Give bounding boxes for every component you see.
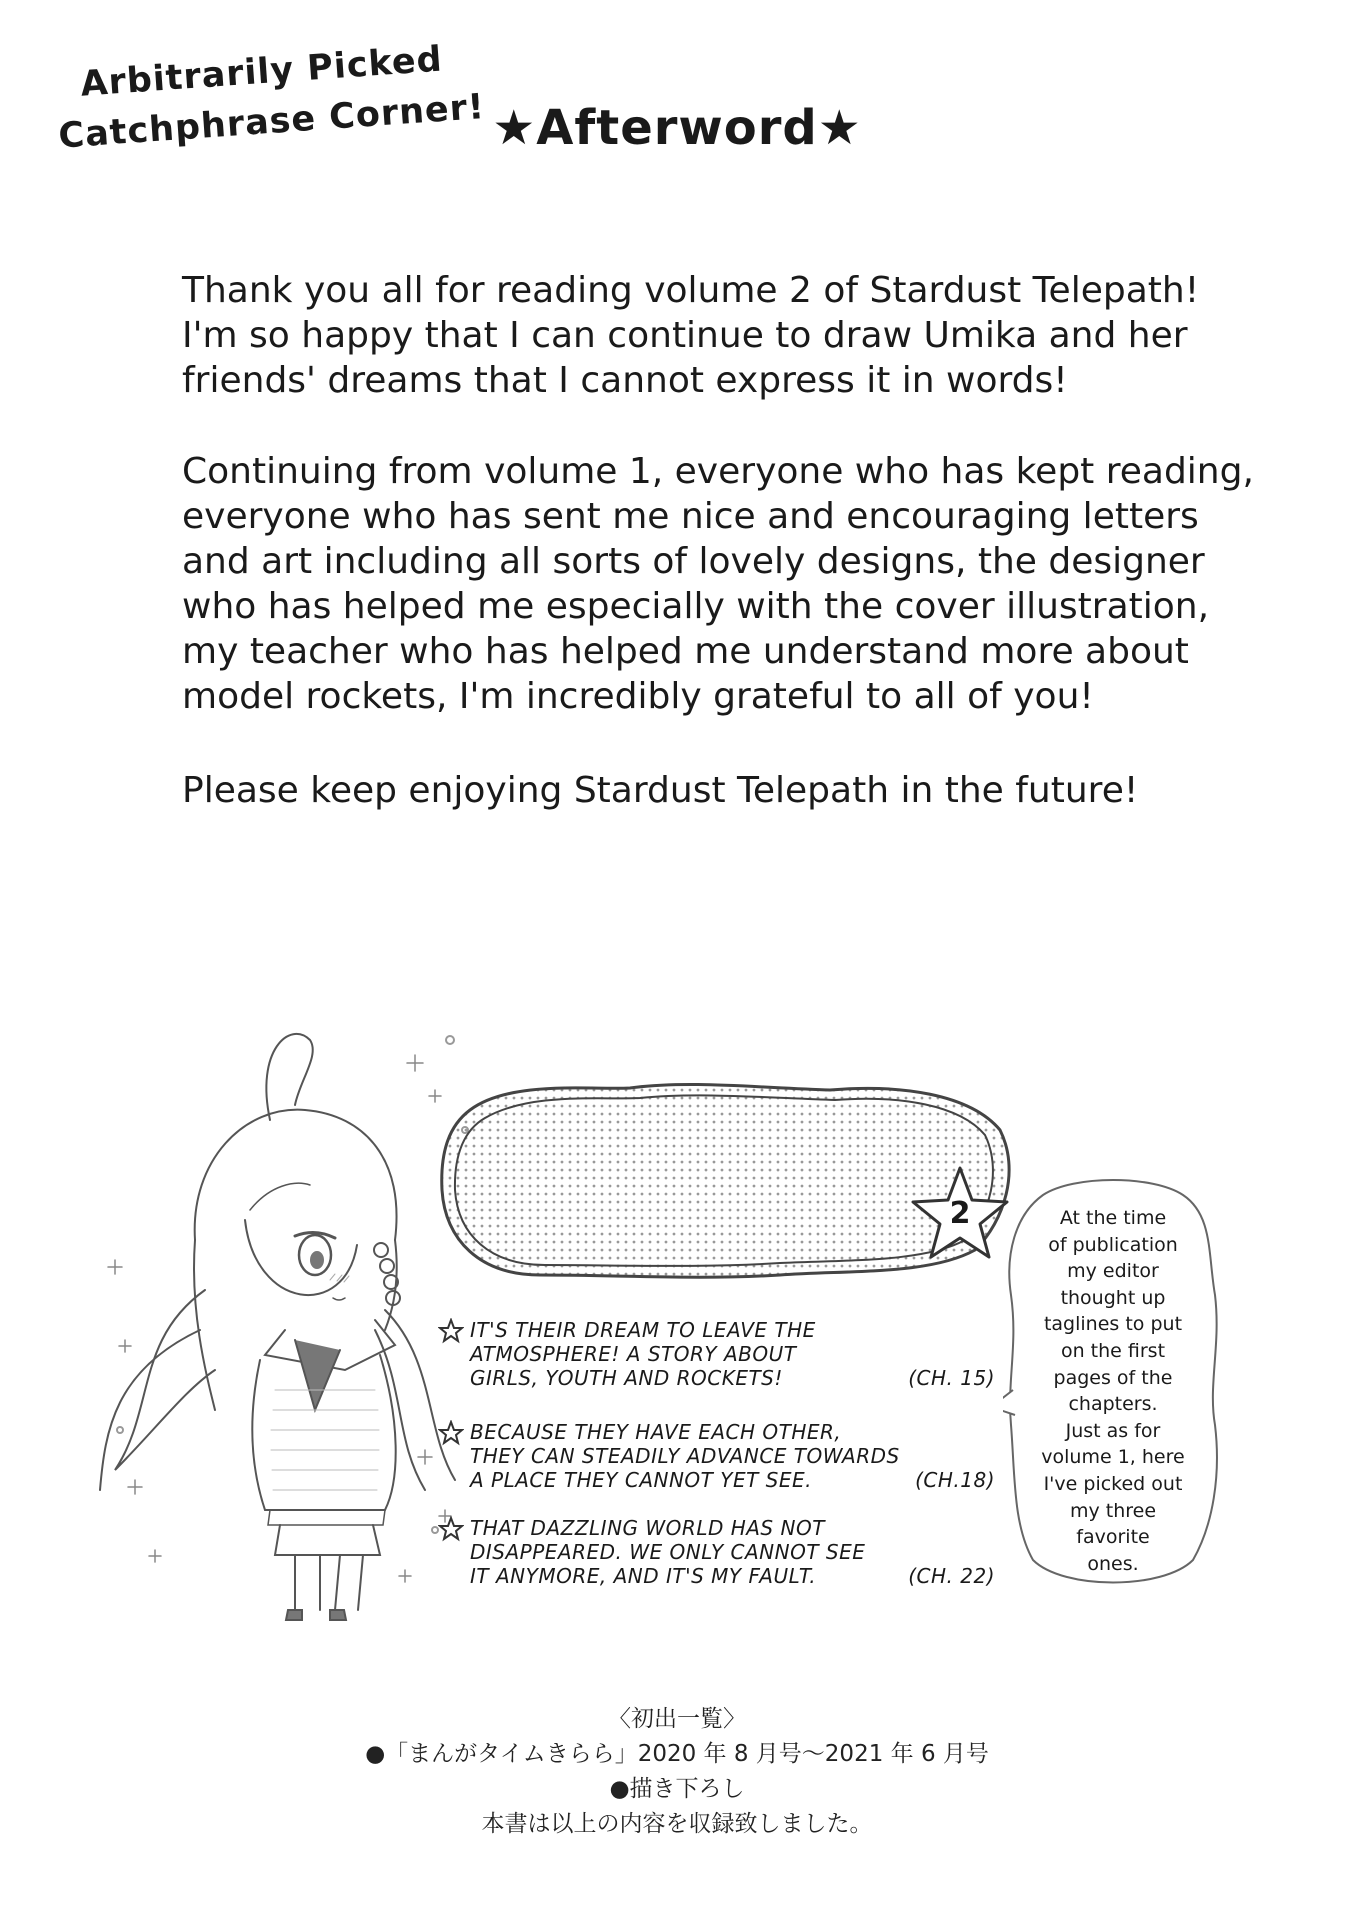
note-line: of publication bbox=[1048, 1233, 1178, 1256]
paragraph-thanks bbox=[182, 268, 1200, 403]
text-line: my teacher who has helped me understand more about bbox=[182, 631, 1189, 672]
note-line: At the time bbox=[1059, 1207, 1167, 1229]
catchphrase-line: IT ANYMORE, AND IT'S MY FAULT. bbox=[470, 1564, 817, 1588]
text-line: Continuing from volume 1, everyone who has kept reading, bbox=[182, 451, 1254, 492]
catchphrase-line: IT'S THEIR DREAM TO LEAVE THE bbox=[470, 1318, 816, 1342]
note-line: thought up bbox=[1060, 1286, 1166, 1309]
credits-heading: 〈初出一覧〉 bbox=[608, 1706, 746, 1732]
note-line: on the first bbox=[1060, 1339, 1166, 1362]
note-line: Just as for bbox=[1065, 1419, 1161, 1442]
sparkle-icon bbox=[108, 1055, 451, 1582]
note-line: favorite bbox=[1076, 1526, 1150, 1549]
paragraph-gratitude bbox=[182, 449, 1254, 719]
star-outline-icon bbox=[438, 1516, 464, 1542]
corner-title-line2: Catchphrase Corner! bbox=[57, 86, 487, 157]
credits-line: ●「まんがタイムきらら」2020 年 8 月号〜2021 年 6 月号 bbox=[365, 1741, 989, 1767]
catchphrase-line: ATMOSPHERE! A STORY ABOUT bbox=[470, 1342, 797, 1366]
chapter-ref: (CH. 22) bbox=[908, 1564, 995, 1588]
text-line: I'm so happy that I can continue to draw Umika and her bbox=[182, 315, 1188, 356]
catchphrase-item bbox=[470, 1516, 1010, 1588]
text-line: and art including all sorts of lovely designs, the designer bbox=[182, 541, 1205, 582]
note-line: taglines to put bbox=[1043, 1313, 1183, 1336]
paragraph-closing bbox=[182, 768, 1192, 813]
corner-title-line1: Arbitrarily Picked bbox=[79, 39, 444, 105]
catchphrase-line: DISAPPEARED. WE ONLY CANNOT SEE bbox=[470, 1540, 866, 1564]
catchphrase-line: THAT DAZZLING WORLD HAS NOT bbox=[470, 1516, 825, 1540]
note-line: pages of the bbox=[1053, 1366, 1173, 1389]
text-line: model rockets, I'm incredibly grateful to all of you! bbox=[182, 676, 1094, 717]
volume-badge bbox=[905, 1162, 1015, 1262]
catchphrase-line: A PLACE THEY CANNOT YET SEE. bbox=[470, 1468, 812, 1492]
volume-badge-number: 2 bbox=[949, 1196, 971, 1231]
note-line: volume 1, here bbox=[1041, 1446, 1185, 1469]
catchphrase-item bbox=[470, 1318, 1010, 1390]
star-outline-icon bbox=[438, 1420, 464, 1446]
note-line: my editor bbox=[1067, 1260, 1159, 1283]
star-outline-icon bbox=[438, 1318, 464, 1344]
catchphrase-line: THEY CAN STEADILY ADVANCE TOWARDS bbox=[470, 1444, 900, 1468]
note-line: I've picked out bbox=[1043, 1472, 1183, 1495]
chapter-ref: (CH. 15) bbox=[908, 1366, 995, 1390]
text-line: friends' dreams that I cannot express it in words! bbox=[182, 360, 1068, 401]
catchphrase-line: GIRLS, YOUTH AND ROCKETS! bbox=[470, 1366, 783, 1390]
page-title: ★Afterword★ bbox=[492, 100, 862, 156]
note-line: chapters. bbox=[1068, 1393, 1158, 1416]
catchphrase-item bbox=[470, 1420, 1010, 1492]
text-line: Please keep enjoying Stardust Telepath in the future! bbox=[182, 770, 1139, 811]
note-line: ones. bbox=[1087, 1552, 1139, 1575]
side-note-text bbox=[1015, 1205, 1211, 1577]
note-line: my three bbox=[1069, 1499, 1157, 1522]
text-line: everyone who has sent me nice and encouraging letters bbox=[182, 496, 1199, 537]
text-line: Thank you all for reading volume 2 of Stardust Telepath! bbox=[182, 270, 1200, 311]
chapter-ref: (CH.18) bbox=[915, 1468, 995, 1492]
credits-line: ●描き下ろし bbox=[609, 1776, 745, 1802]
text-line: who has helped me especially with the cover illustration, bbox=[182, 586, 1210, 627]
credits-line: 本書は以上の内容を収録致しました。 bbox=[481, 1811, 873, 1837]
catchphrase-line: BECAUSE THEY HAVE EACH OTHER, bbox=[470, 1420, 842, 1444]
